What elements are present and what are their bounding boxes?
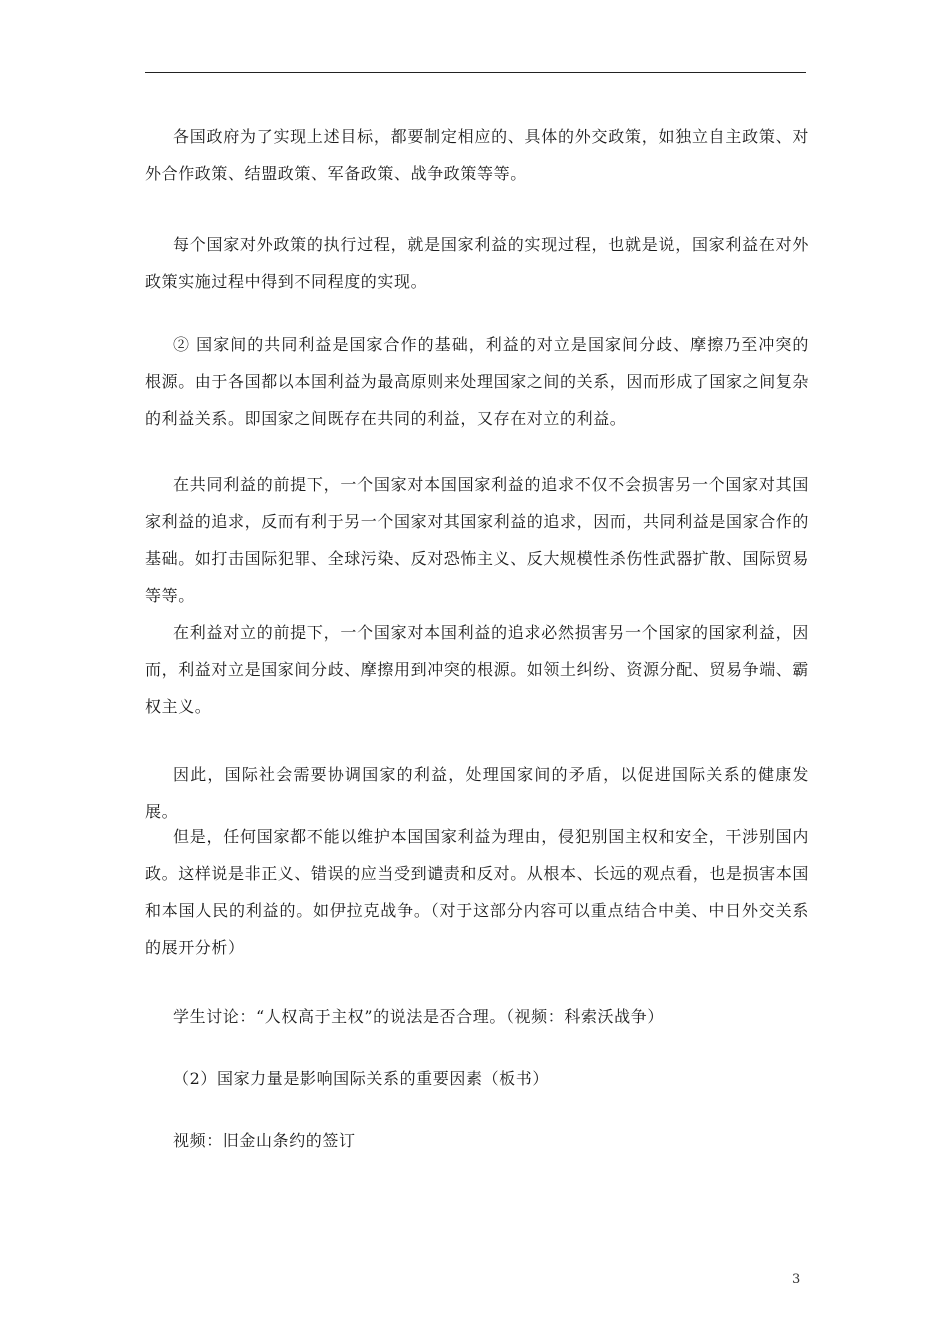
paragraph-opposing-interest: 在利益对立的前提下，一个国家对本国利益的追求必然损害另一个国家的国家利益，因而，利益对立是国家间分歧、摩擦用到冲突的根源。如领土纠纷、资源分配、贸易争端、霸权主义。 [145, 623, 810, 716]
paragraph-coordination: 因此，国际社会需要协调国家的利益，处理国家间的矛盾，以促进国际关系的健康发展。 [145, 765, 809, 821]
paragraph-policy-execution: 每个国家对外政策的执行过程，就是国家利益的实现过程，也就是说，国家利益在对外政策实施过程中得到不同程度的实现。 [145, 235, 809, 291]
header-rule [145, 72, 806, 73]
page-number: 3 [792, 1272, 801, 1287]
paragraph-foreign-policy: 各国政府为了实现上述目标，都要制定相应的、具体的外交政策，如独立自主政策、对外合作政策、结盟政策、军备政策、战争政策等等。 [145, 127, 809, 183]
paragraph-student-discussion: 学生讨论：“人权高于主权”的说法是否合理。（视频：科索沃战争） [173, 1007, 664, 1026]
paragraph-cooperation-basis: 在共同利益的前提下，一个国家对本国国家利益的追求不仅不会损害另一个国家对其国家利益的追求，反而有利于另一个国家对其国家利益的追求，因而，共同利益是国家合作的基础。如打击国际犯罪、全球污染、反对恐怖主义、反大规模性杀伤性武器扩散、国际贸易等等。 [145, 475, 810, 605]
paragraph-national-power: （2）国家力量是影响国际关系的重要因素（板书） [173, 1069, 549, 1088]
paragraph-sovereignty: 但是，任何国家都不能以维护本国国家利益为理由，侵犯别国主权和安全，干涉别国内政。这样说是非正义、错误的应当受到谴责和反对。从根本、长远的观点看，也是损害本国和本国人民的利益的。如伊拉克战争。（对于这部分内容可以重点结合中美、中日外交关系的展开分析） [145, 827, 810, 957]
paragraph-common-interest: ② 国家间的共同利益是国家合作的基础，利益的对立是国家间分歧、摩擦乃至冲突的根源。由于各国都以本国利益为最高原则来处理国家之间的关系，因而形成了国家之间复杂的利益关系。即国家之间既存在共同的利益，又存在对立的利益。 [145, 335, 810, 428]
paragraph-video-treaty: 视频：旧金山条约的签订 [173, 1131, 356, 1150]
